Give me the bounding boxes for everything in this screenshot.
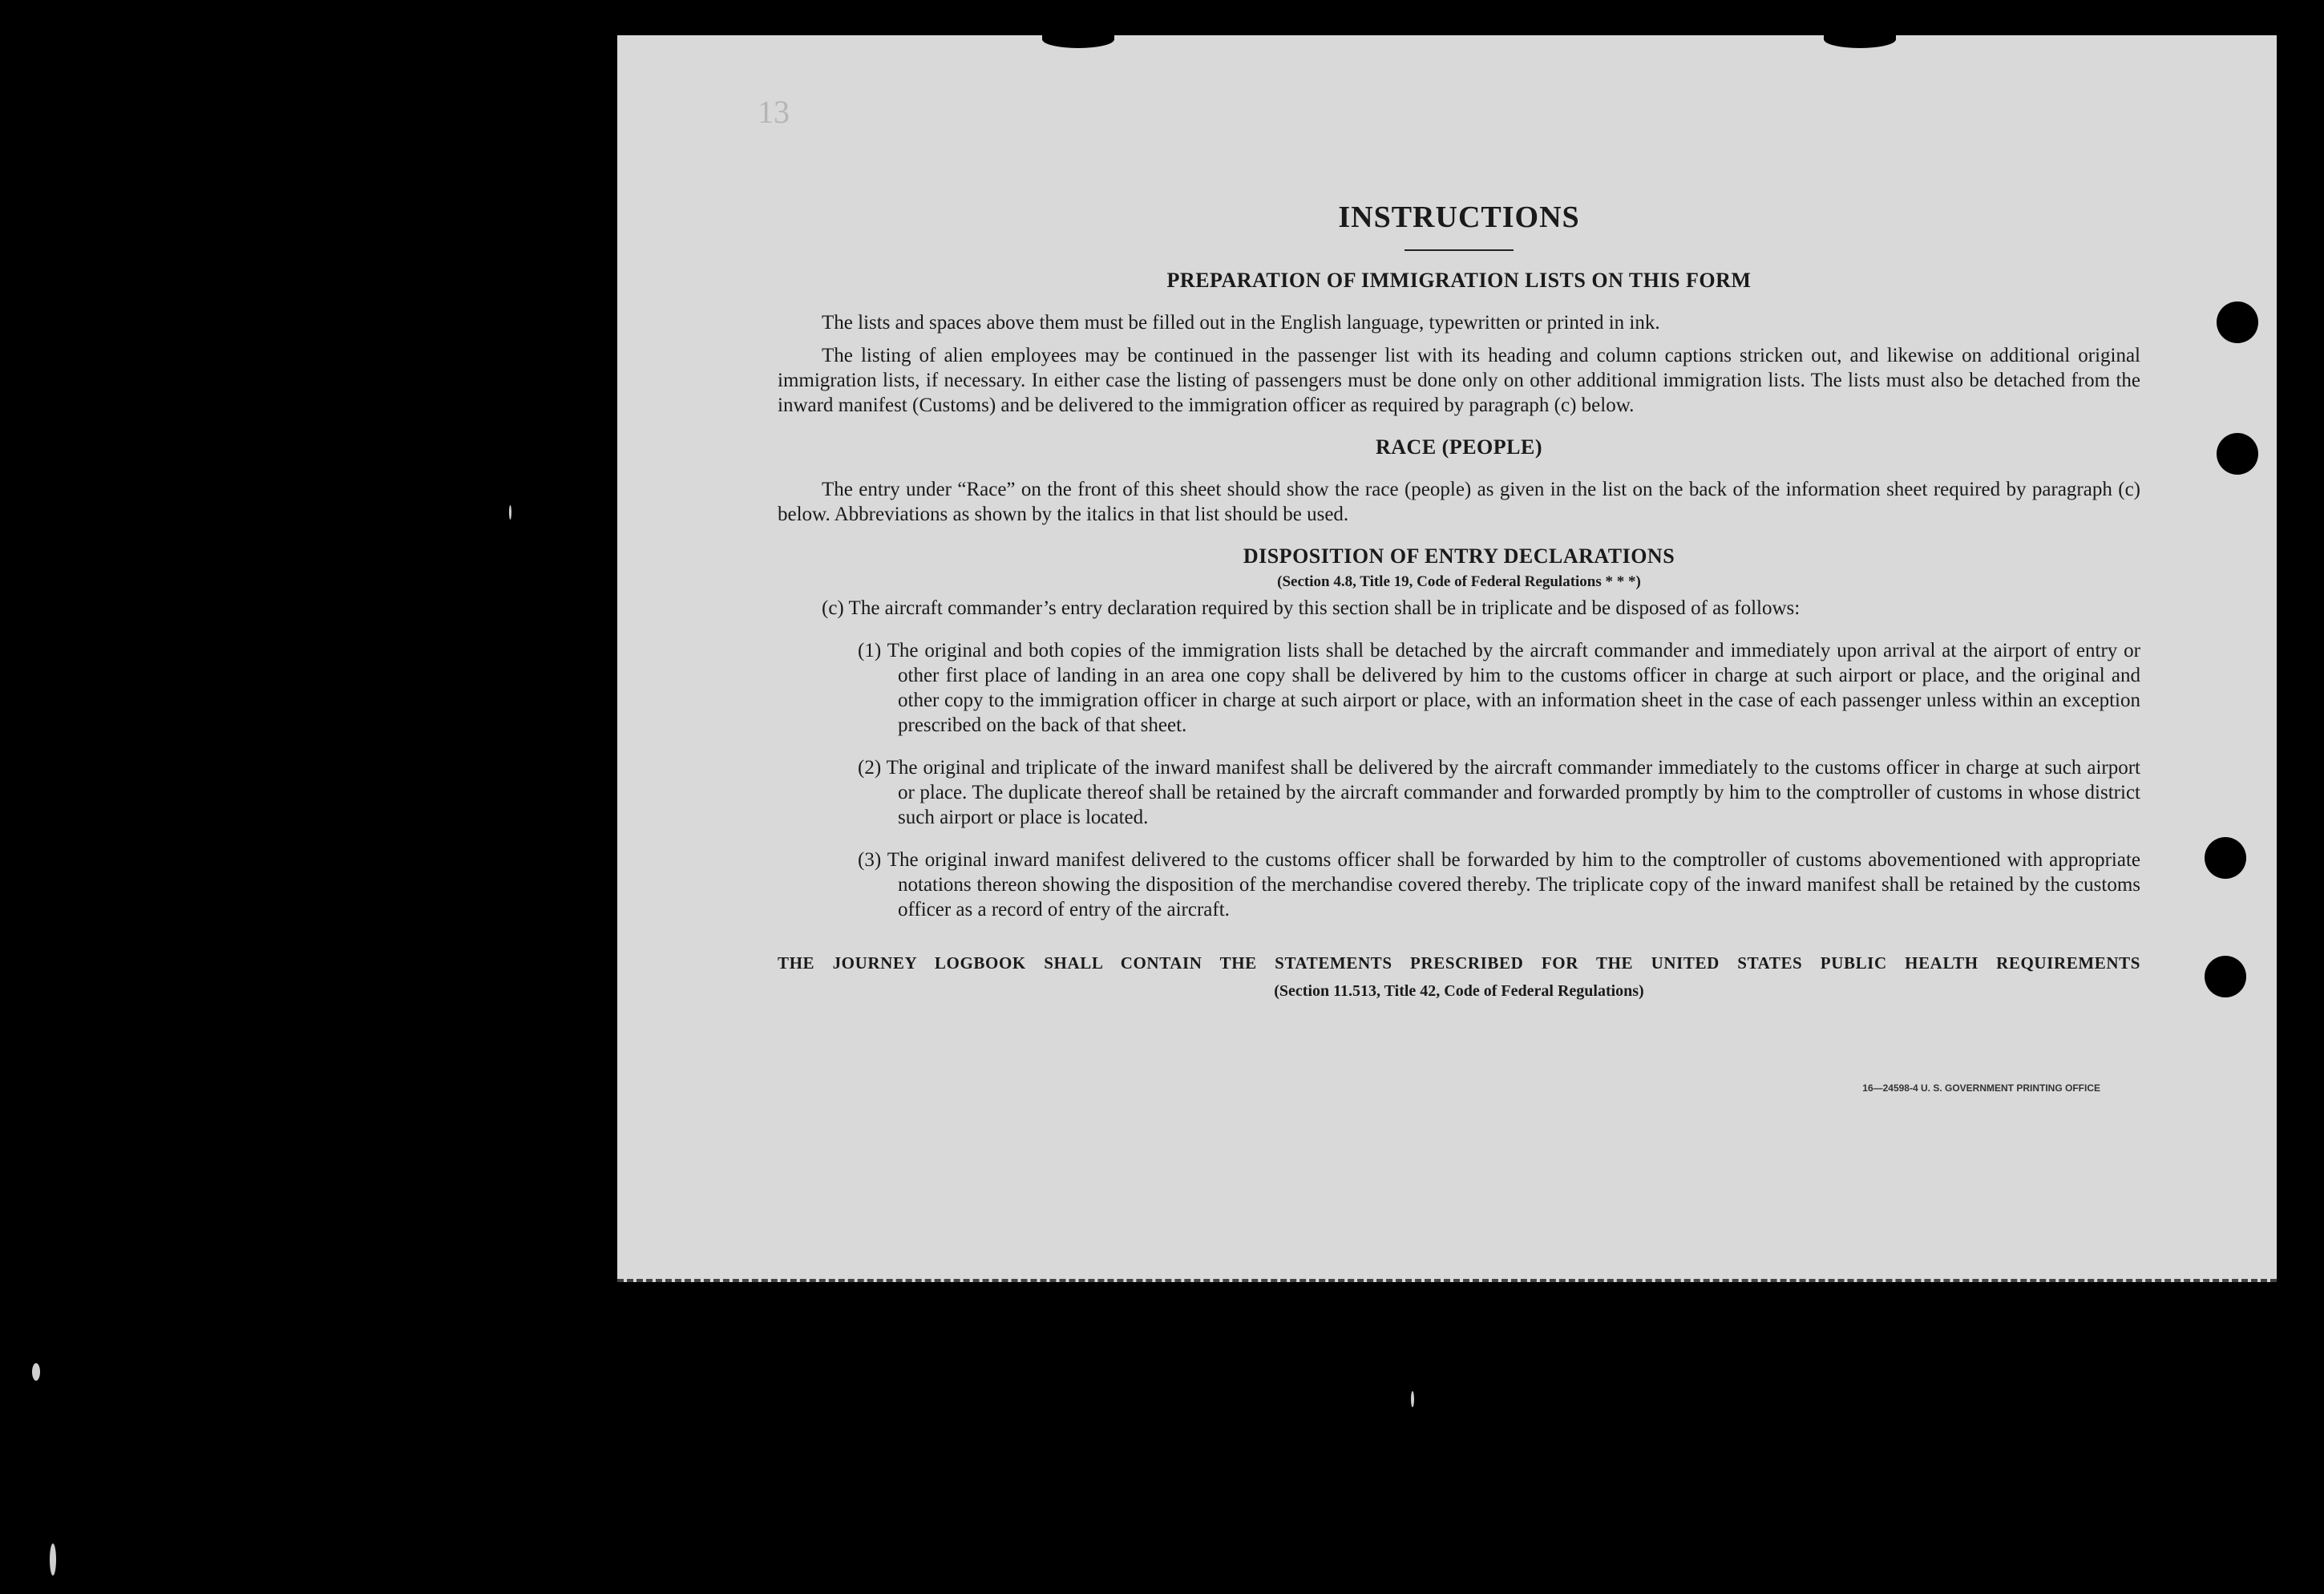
page-tear [1042, 30, 1114, 48]
disposition-item: (1) The original and both copies of the immigration lists shall be detached by the aircraft commander and immediately upon arrival at the airport of entry or other first place of landing in an area one copy shall be delivered by him to the customs officer in charge at such airport or place, and the original and other copy to the immigration officer in charge at such airport or place, with an information sheet in the case of each passenger unless within an exception prescribed on the back of that sheet. [858, 640, 2140, 736]
punch-hole [2205, 956, 2246, 997]
preparation-paragraph-1: The lists and spaces above them must be filled out in the English language, typewritten or printed in ink. [822, 312, 1660, 334]
disposition-item: (3) The original inward manifest delivered to the customs officer shall be forwarded by him to the comptroller of customs abovementioned with appropriate notations thereon showing the disposition of the merchandise covered thereby. The triplicate copy of the inward manifest shall be retained by the customs officer as a record of entry of the aircraft. [858, 849, 2140, 920]
page-tear [1824, 30, 1896, 48]
footer-statement: THE JOURNEY LOGBOOK SHALL CONTAIN THE STATEMENTS PRESCRIBED FOR THE UNITED STATES PUBLIC HEALTH REQUIREMENTS [778, 953, 2140, 973]
section-heading-race: RACE (PEOPLE) [1376, 435, 1542, 459]
document-title: INSTRUCTIONS [1338, 200, 1580, 234]
disposition-item: (2) The original and triplicate of the inward manifest shall be delivered by the aircraft commander immediately to the customs officer in charge at such airport or place. The duplicate thereof shall be retained by the aircraft commander and forwarded promptly by him to the comptroller of customs in whose district such airport or place is located. [858, 757, 2140, 828]
page-number-mark: 13 [758, 94, 790, 130]
title-rule [1405, 249, 1514, 251]
perforation-edge [617, 1274, 2277, 1282]
scan-speck [1411, 1391, 1414, 1407]
scan-speck [509, 505, 511, 520]
section-heading-preparation: PREPARATION OF IMMIGRATION LISTS ON THIS FORM [1166, 269, 1752, 292]
scan-speck [32, 1363, 40, 1381]
punch-hole [2205, 837, 2246, 879]
footer-citation: (Section 11.513, Title 42, Code of Federal Regulations) [1274, 982, 1644, 1000]
punch-hole [2217, 433, 2258, 475]
section-heading-disposition: DISPOSITION OF ENTRY DECLARATIONS [1243, 544, 1675, 568]
punch-hole [2217, 301, 2258, 343]
disposition-citation: (Section 4.8, Title 19, Code of Federal Regulations * * *) [1277, 573, 1641, 590]
scan-speck [50, 1543, 56, 1576]
instructions-body [778, 200, 2140, 1004]
preparation-paragraph-2: The listing of alien employees may be continued in the passenger list with its heading and column captions stricken out, and likewise on additional original immigration lists, if necessary. In either case the listing of passengers must be done only on other additional immigration lists. The lists must also be detached from the inward manifest (Customs) and be delivered to the immigration officer as required by paragraph (c) below. [778, 345, 2140, 416]
disposition-intro: (c) The aircraft commander’s entry declaration required by this section shall be in triplicate and be disposed of as follows: [822, 597, 1801, 619]
printer-mark: 16—24598-4 U. S. GOVERNMENT PRINTING OFFICE [1862, 1082, 2100, 1094]
document-page [617, 35, 2277, 1282]
race-paragraph: The entry under “Race” on the front of this sheet should show the race (people) as given in the list on the back of the information sheet required by paragraph (c) below. Abbreviations as shown by the italics in that list should be used. [778, 479, 2140, 525]
